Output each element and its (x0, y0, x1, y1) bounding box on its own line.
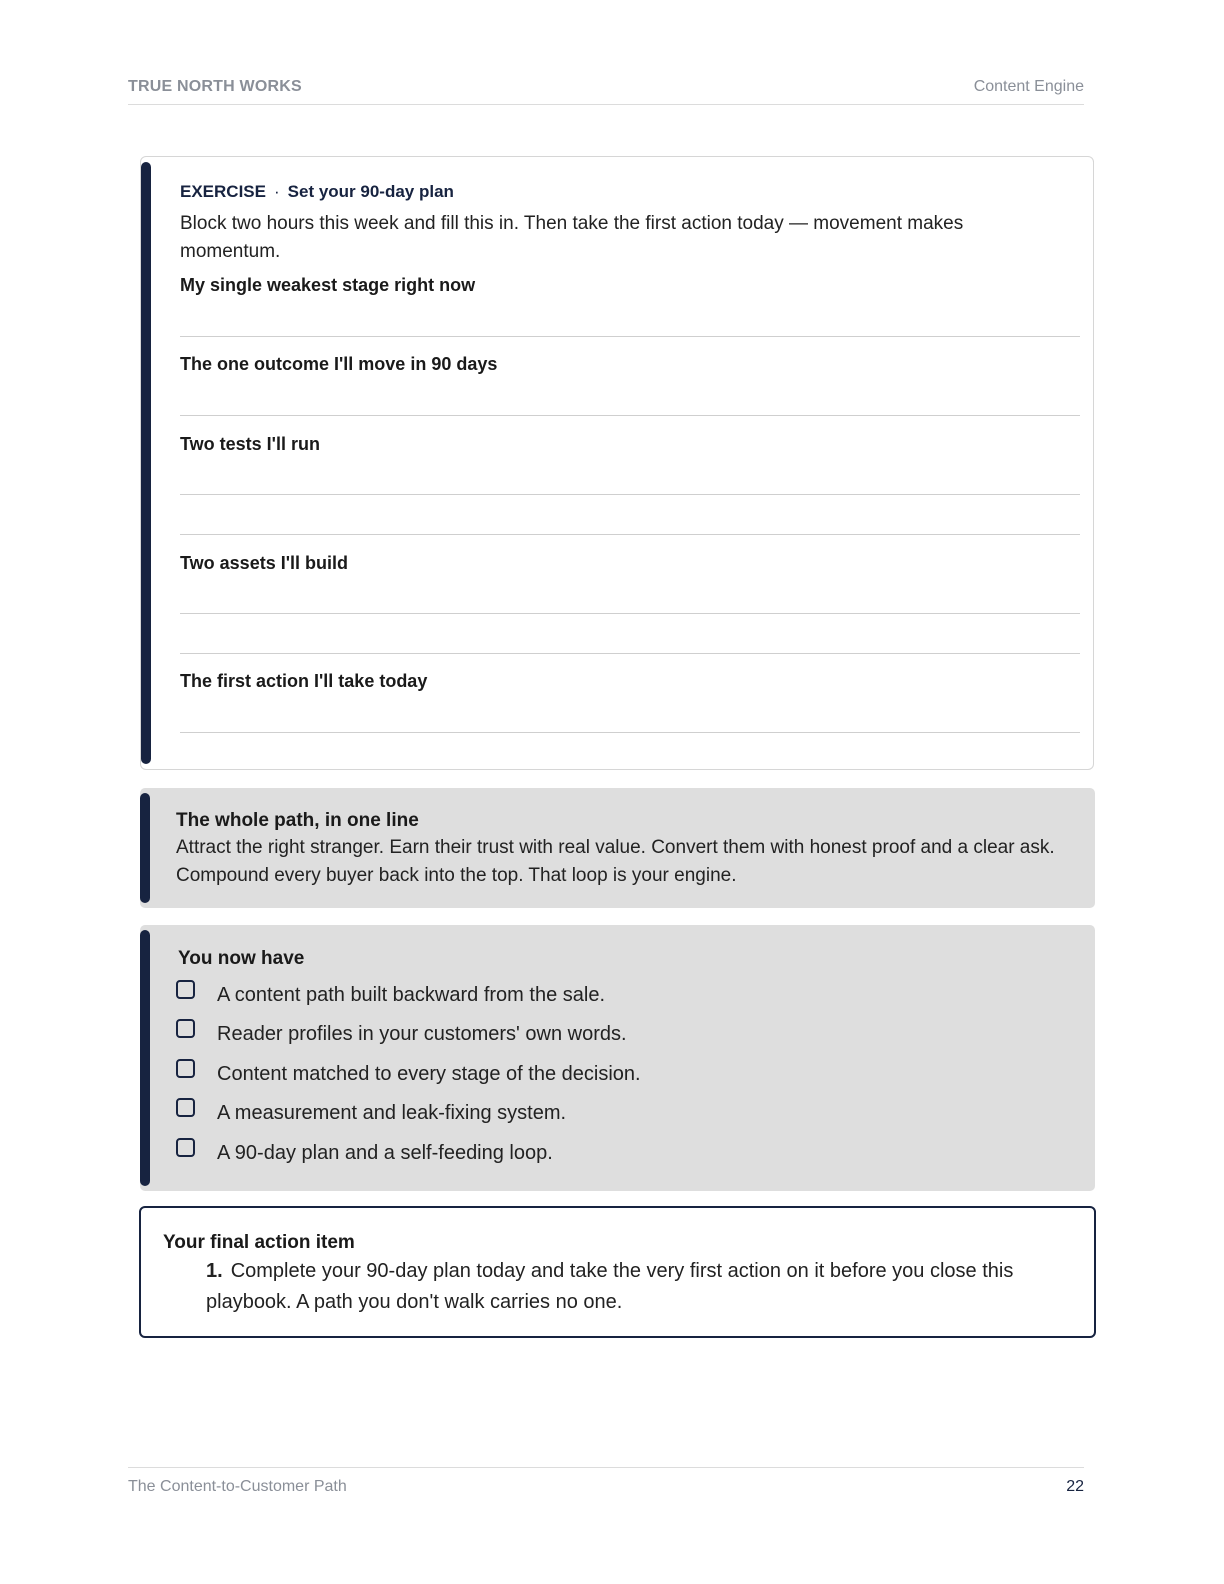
whole-path-text: Attract the right stranger. Earn their trust with real value. Convert them with honest proof and a clear ask. Compound every buyer back into the top. That loop is your engine. (176, 837, 1055, 886)
page-header (128, 78, 1084, 105)
accent-bar (141, 162, 151, 764)
whole-path-callout (140, 788, 1095, 908)
section-name: Content Engine (973, 78, 1084, 95)
field-line-asset-2[interactable] (180, 653, 1080, 654)
checkbox-icon[interactable] (176, 1098, 195, 1117)
checklist-item-text: Reader profiles in your customers' own words. (217, 1023, 627, 1045)
final-action-text: Complete your 90-day plan today and take the very first action on it before you close this playbook. A path you don't walk carries no one. (206, 1260, 1014, 1313)
field-line-test-2[interactable] (180, 534, 1080, 535)
checklist-item-text: A content path built backward from the sale. (217, 984, 605, 1006)
footer-title: The Content-to-Customer Path (128, 1478, 347, 1495)
field-line-test-1[interactable] (180, 494, 1080, 495)
accent-bar (140, 930, 150, 1186)
checkbox-icon[interactable] (176, 1019, 195, 1038)
heading-separator: · (273, 182, 280, 201)
exercise-label: EXERCISE (180, 182, 266, 201)
you-now-have-callout (140, 925, 1095, 1191)
field-label-first-action: The first action I'll take today (180, 671, 428, 691)
field-label-outcome: The one outcome I'll move in 90 days (180, 354, 498, 374)
checkbox-icon[interactable] (176, 1138, 195, 1157)
field-label-tests: Two tests I'll run (180, 434, 320, 454)
checkbox-icon[interactable] (176, 980, 195, 999)
field-line-weakest-stage[interactable] (180, 336, 1080, 337)
exercise-card (140, 156, 1094, 770)
checkbox-icon[interactable] (176, 1059, 195, 1078)
page-number: 22 (1066, 1478, 1084, 1495)
accent-bar (140, 793, 150, 903)
brand-name: TRUE NORTH WORKS (128, 78, 302, 95)
exercise-title: Set your 90-day plan (287, 182, 454, 201)
field-line-outcome[interactable] (180, 415, 1080, 416)
exercise-intro: Block two hours this week and fill this in. Then take the first action today — movement makes momentum. (180, 213, 964, 262)
checklist-item-text: Content matched to every stage of the decision. (217, 1063, 641, 1085)
page-footer (128, 1467, 1084, 1495)
field-label-weakest-stage: My single weakest stage right now (180, 275, 476, 295)
whole-path-title: The whole path, in one line (176, 810, 419, 831)
final-action-item (206, 1256, 1066, 1318)
checklist-item-text: A 90-day plan and a self-feeding loop. (217, 1142, 553, 1164)
you-now-have-title: You now have (178, 948, 305, 969)
final-action-title: Your final action item (163, 1232, 355, 1253)
exercise-heading (180, 182, 454, 202)
checklist-item-text: A measurement and leak-fixing system. (217, 1102, 567, 1124)
final-action-box (139, 1206, 1096, 1338)
field-line-first-action[interactable] (180, 732, 1080, 733)
final-action-number: 1. (206, 1260, 223, 1282)
field-label-assets: Two assets I'll build (180, 553, 348, 573)
field-line-asset-1[interactable] (180, 613, 1080, 614)
